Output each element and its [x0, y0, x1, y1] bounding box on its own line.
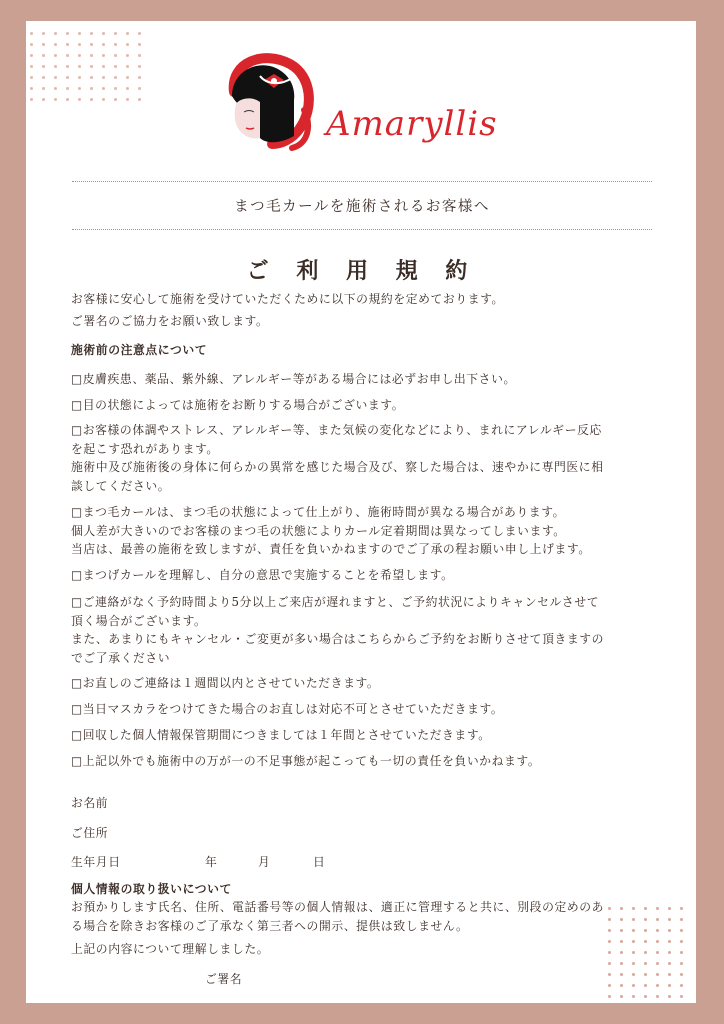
decorative-dots-bottom-right [608, 907, 692, 1006]
decorative-dot [656, 984, 659, 987]
decorative-dot [54, 32, 57, 35]
decorative-dot [126, 98, 129, 101]
precaution-item-text: 施術中及び施術後の身体に何らかの異常を感じた場合及び、察した場合は、速やかに専門医に相 [71, 460, 604, 474]
decorative-dot [680, 962, 683, 965]
precaution-item-text: 頂く場合がございます。 [71, 613, 207, 628]
decorative-dot [90, 54, 93, 57]
decorative-dot [126, 32, 129, 35]
precaution-item [71, 726, 656, 745]
decorative-dot [608, 929, 611, 932]
decorative-dot [66, 98, 69, 101]
decorative-dot [90, 87, 93, 90]
decorative-dot [78, 43, 81, 46]
decorative-dot [632, 918, 635, 921]
decorative-dot [42, 65, 45, 68]
decorative-dot [620, 973, 623, 976]
decorative-dot [78, 87, 81, 90]
decorative-dot [78, 98, 81, 101]
address-label: ご住所 [71, 826, 109, 840]
decorative-dot [644, 973, 647, 976]
decorative-dot [90, 43, 93, 46]
birth-day-unit: 日 [313, 855, 326, 869]
decorative-dot [102, 87, 105, 90]
decorative-dot [656, 929, 659, 932]
decorative-dot [680, 995, 683, 998]
decorative-dot [78, 54, 81, 57]
decorative-dot [102, 43, 105, 46]
precaution-item-text: を起こす恐れがあります。 [71, 441, 219, 456]
decorative-dot [66, 87, 69, 90]
decorative-dot [632, 951, 635, 954]
decorative-dot [114, 65, 117, 68]
decorative-dot [102, 32, 105, 35]
decorative-dot [54, 54, 57, 57]
decorative-dot [620, 984, 623, 987]
document-subtitle: まつ毛カールを施術されるお客様へ [234, 199, 490, 215]
precaution-item [71, 370, 656, 389]
precaution-item-text: 個人差が大きいのでお客様のまつ毛の状態によりカール定着期間は異なってしまいます。 [71, 523, 566, 538]
decorative-dot [620, 962, 623, 965]
decorative-dot [668, 929, 671, 932]
decorative-dot [78, 65, 81, 68]
decorative-dot [668, 918, 671, 921]
decorative-dot [668, 973, 671, 976]
decorative-dot [608, 907, 611, 910]
decorative-dot [680, 918, 683, 921]
decorative-dot [42, 87, 45, 90]
decorative-dot [656, 995, 659, 998]
precaution-item-text: □まつ毛カールは、まつ毛の状態によって仕上がり、施術時間が異なる場合があります。 [71, 505, 566, 519]
decorative-dot [114, 54, 117, 57]
precaution-item [71, 421, 656, 495]
decorative-dot [102, 65, 105, 68]
precaution-item [71, 566, 656, 585]
decorative-dot [138, 43, 141, 46]
decorative-dot [126, 76, 129, 79]
precaution-item-text: □まつげカールを理解し、自分の意思で実施することを希望します。 [71, 568, 454, 582]
precaution-item-text: 当店は、最善の施術を致しますが、責任を負いかねますのでご了承の程お願い申し上げます。 [71, 542, 591, 556]
decorative-dot [54, 87, 57, 90]
decorative-dot [620, 995, 623, 998]
decorative-dot [78, 76, 81, 79]
decorative-dot [102, 54, 105, 57]
name-label: お名前 [71, 796, 109, 810]
decorative-dot [126, 65, 129, 68]
decorative-dot [608, 940, 611, 943]
decorative-dot [102, 98, 105, 101]
decorative-dot [90, 76, 93, 79]
decorative-dot [30, 98, 33, 101]
privacy-line-1: お預かりします氏名、住所、電話番号等の個人情報は、適正に管理すると共に、別段の定めのあ [71, 900, 605, 914]
decorative-dot [680, 984, 683, 987]
decorative-dot [138, 76, 141, 79]
decorative-dots-top-left [30, 32, 150, 109]
decorative-dot [620, 940, 623, 943]
decorative-dot [608, 918, 611, 921]
decorative-dot [644, 962, 647, 965]
decorative-dot [30, 65, 33, 68]
precaution-item [71, 674, 656, 693]
decorative-dot [608, 962, 611, 965]
decorative-dot [90, 65, 93, 68]
decorative-dot [620, 951, 623, 954]
decorative-dot [90, 98, 93, 101]
precaution-item-text: 談してください。 [71, 478, 171, 493]
decorative-dot [42, 32, 45, 35]
precaution-item-text: でご了承ください [71, 650, 171, 665]
decorative-dot [680, 929, 683, 932]
decorative-dot [42, 43, 45, 46]
decorative-dot [680, 940, 683, 943]
decorative-dot [126, 43, 129, 46]
agreement-statement: 上記の内容について理解しました。 [71, 942, 270, 956]
decorative-dot [66, 65, 69, 68]
decorative-dot [102, 76, 105, 79]
decorative-dot [668, 940, 671, 943]
decorative-dot [644, 995, 647, 998]
decorative-dot [668, 907, 671, 910]
decorative-dot [644, 907, 647, 910]
intro-line-2: ご署名のご協力をお願い致します。 [71, 314, 269, 328]
decorative-dot [54, 43, 57, 46]
intro-line-1: お客様に安心して施術を受けていただくために以下の規約を定めております。 [71, 292, 504, 306]
decorative-dot [644, 951, 647, 954]
decorative-dot [668, 995, 671, 998]
decorative-dot [656, 951, 659, 954]
section-heading-precautions: 施術前の注意点について [71, 343, 208, 357]
decorative-dot [30, 76, 33, 79]
decorative-dot [138, 98, 141, 101]
decorative-dot [114, 76, 117, 79]
birth-month-unit: 月 [258, 855, 271, 869]
privacy-heading: 個人情報の取り扱いについて [71, 882, 232, 896]
decorative-dot [114, 87, 117, 90]
decorative-dot [608, 995, 611, 998]
birth-year-unit: 年 [205, 855, 218, 869]
precaution-item-text: □当日マスカラをつけてきた場合のお直しは対応不可とさせていただきます。 [71, 702, 504, 716]
decorative-dot [54, 65, 57, 68]
decorative-dot [30, 32, 33, 35]
decorative-dot [656, 962, 659, 965]
decorative-dot [632, 907, 635, 910]
privacy-line-2: る場合を除きお客様のご了承なく第三者への開示、提供は致しません。 [71, 919, 469, 933]
decorative-dot [620, 907, 623, 910]
decorative-dot [66, 76, 69, 79]
precaution-item-text: □目の状態によっては施術をお断りする場合がございます。 [71, 398, 405, 412]
decorative-dot [66, 32, 69, 35]
decorative-dot [644, 984, 647, 987]
decorative-dot [66, 43, 69, 46]
decorative-dot [30, 87, 33, 90]
decorative-dot [608, 951, 611, 954]
precaution-item-text: □上記以外でも施術中の万が一の不足事態が起こっても一切の責任を負いかねます。 [71, 754, 541, 768]
precaution-item-text: □皮膚疾患、薬品、紫外線、アレルギー等がある場合には必ずお申し出下さい。 [71, 372, 516, 386]
decorative-dot [644, 929, 647, 932]
decorative-dot [644, 940, 647, 943]
decorative-dot [656, 973, 659, 976]
decorative-dot [632, 962, 635, 965]
decorative-dot [656, 907, 659, 910]
decorative-dot [138, 32, 141, 35]
decorative-dot [608, 984, 611, 987]
precaution-item-text: □ご連絡がなく予約時間より5分以上ご来店が遅れますと、ご予約状況によりキャンセルさせて [71, 595, 600, 609]
precaution-item [71, 396, 656, 415]
decorative-dot [632, 940, 635, 943]
decorative-dot [632, 995, 635, 998]
decorative-dot [632, 973, 635, 976]
decorative-dot [66, 54, 69, 57]
decorative-dot [608, 973, 611, 976]
decorative-dot [30, 43, 33, 46]
decorative-dot [54, 98, 57, 101]
decorative-dot [42, 76, 45, 79]
precaution-item-text: □回収した個人情報保管期間につきましては１年間とさせていただきます。 [71, 728, 491, 742]
precaution-item [71, 503, 656, 559]
decorative-dot [42, 98, 45, 101]
decorative-dot [54, 76, 57, 79]
birthdate-label: 生年月日 [71, 855, 121, 869]
decorative-dot [644, 918, 647, 921]
decorative-dot [138, 54, 141, 57]
decorative-dot [680, 951, 683, 954]
decorative-dot [668, 962, 671, 965]
signature-label: ご署名 [205, 972, 243, 986]
decorative-dot [90, 32, 93, 35]
decorative-dot [656, 940, 659, 943]
precaution-item-text: □お直しのご連絡は１週間以内とさせていただきます。 [71, 676, 380, 690]
precaution-item-text: また、あまりにもキャンセル・ご変更が多い場合はこちらからご予約をお断りさせて頂きますの [71, 632, 605, 646]
decorative-dot [680, 973, 683, 976]
decorative-dot [680, 907, 683, 910]
decorative-dot [78, 32, 81, 35]
decorative-dot [126, 87, 129, 90]
decorative-dot [126, 54, 129, 57]
decorative-dot [30, 54, 33, 57]
decorative-dot [620, 929, 623, 932]
precaution-item [71, 593, 656, 667]
decorative-dot [668, 984, 671, 987]
decorative-dot [632, 984, 635, 987]
decorative-dot [138, 87, 141, 90]
decorative-dot [114, 98, 117, 101]
precaution-item-text: □お客様の体調やストレス、アレルギー等、また気候の変化などにより、まれにアレルギー反応 [71, 423, 602, 437]
divider-top [72, 181, 652, 182]
decorative-dot [114, 32, 117, 35]
decorative-dot [656, 918, 659, 921]
brand-name: Amaryllis [326, 104, 498, 144]
document-title: ご 利 用 規 約 [246, 258, 478, 284]
decorative-dot [632, 929, 635, 932]
decorative-dot [42, 54, 45, 57]
decorative-dot [620, 918, 623, 921]
precaution-item [71, 700, 656, 719]
decorative-dot [668, 951, 671, 954]
divider-bottom [72, 229, 652, 230]
decorative-dot [138, 65, 141, 68]
precaution-item [71, 752, 656, 771]
decorative-dot [114, 43, 117, 46]
